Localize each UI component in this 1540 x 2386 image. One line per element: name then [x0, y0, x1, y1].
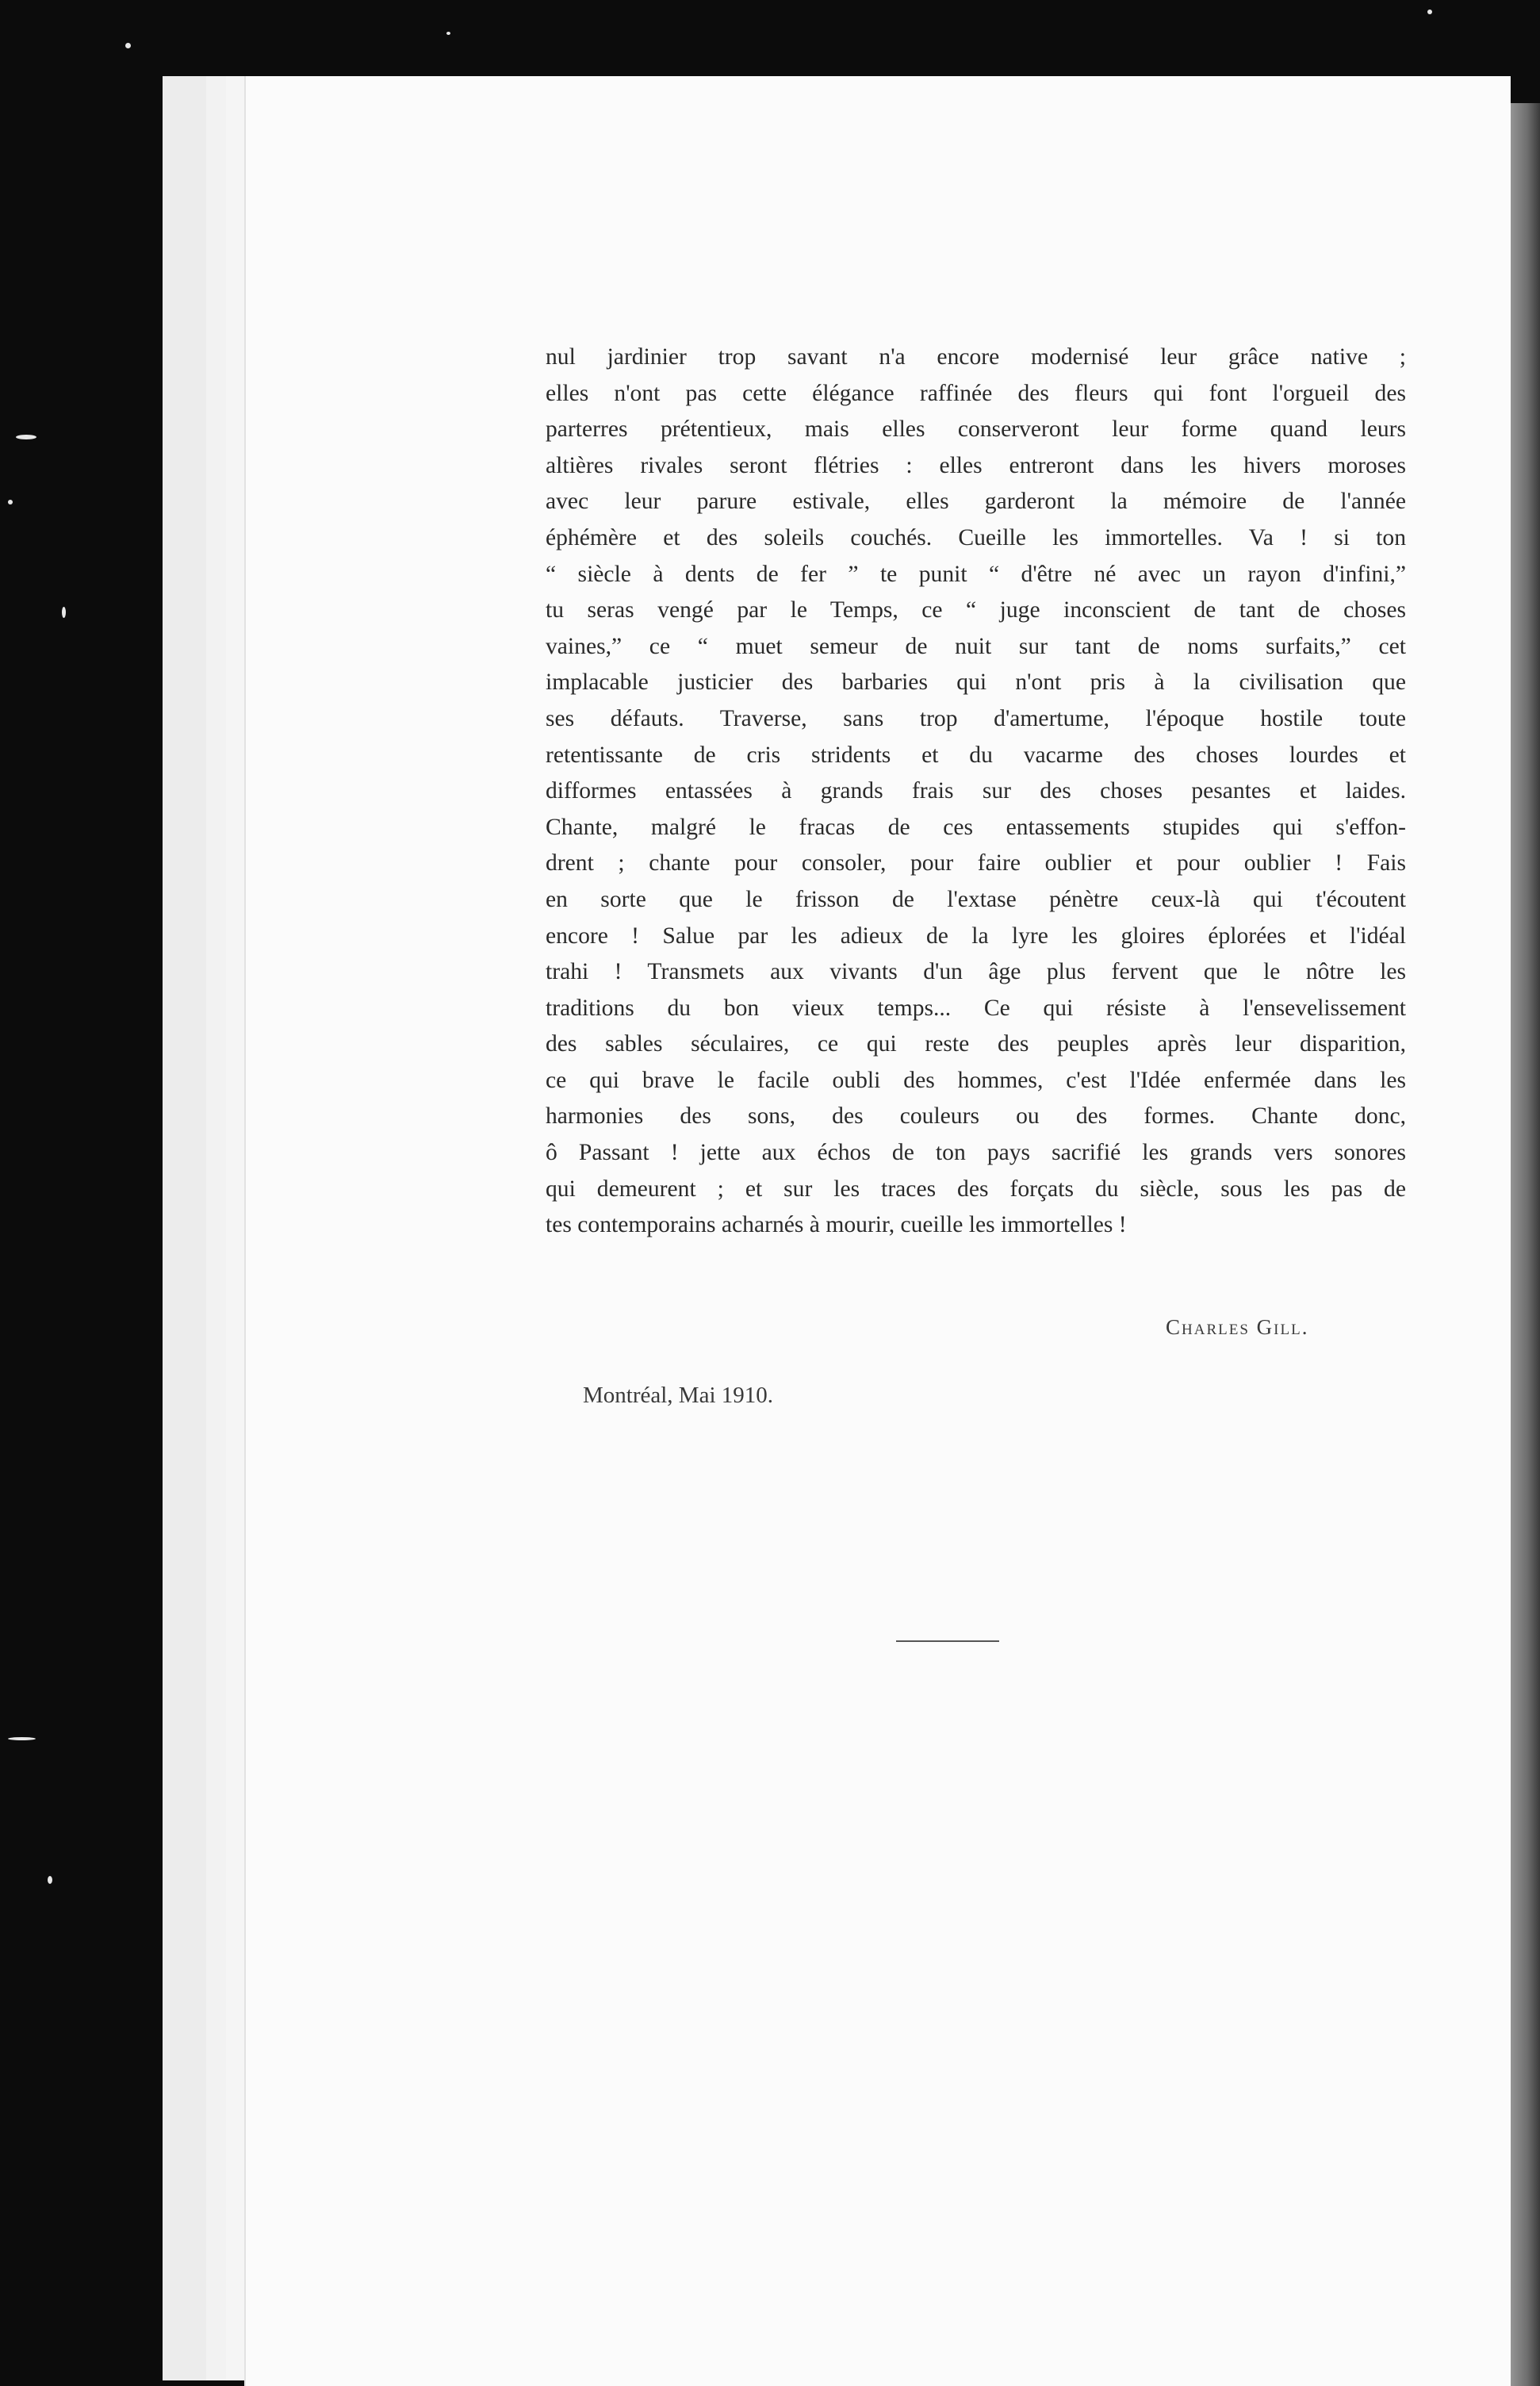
text-line: parterres prétentieux, mais elles conserveront leur forme quand leurs — [546, 416, 1406, 443]
text-line: qui demeurent ; et sur les traces des forçats du siècle, sous les pas de — [546, 1176, 1406, 1202]
text-line: altières rivales seront flétries : elles entreront dans les hivers moroses — [546, 452, 1406, 478]
text-line: tu seras vengé par le Temps, ce “ juge inconscient de tant de choses — [546, 597, 1406, 623]
dust-speck — [446, 32, 450, 35]
text-line: des sables séculaires, ce qui reste des peuples après leur disparition, — [546, 1031, 1406, 1057]
text-line: trahi ! Transmets aux vivants d'un âge plus fervent que le nôtre les — [546, 959, 1406, 985]
text-line: avec leur parure estivale, elles garderont la mémoire de l'année — [546, 489, 1406, 515]
text-line: vaines,” ce “ muet semeur de nuit sur tant de noms surfaits,” cet — [546, 633, 1406, 659]
text-line: “ siècle à dents de fer ” te punit “ d'être né avec un rayon d'infini,” — [546, 561, 1406, 587]
text-line: en sorte que le frisson de l'extase pénètre ceux-là qui t'écoutent — [546, 886, 1406, 912]
text-line: implacable justicier des barbaries qui n'ont pris à la civilisation que — [546, 669, 1406, 696]
text-line: elles n'ont pas cette élégance raffinée des fleurs qui font l'orgueil des — [546, 380, 1406, 406]
page-edge — [206, 76, 227, 2380]
end-rule — [896, 1640, 999, 1642]
text-line: nul jardinier trop savant n'a encore modernisé leur grâce native ; — [546, 344, 1406, 370]
dust-speck — [8, 1737, 36, 1740]
page-edge — [226, 76, 247, 2380]
text-line: encore ! Salue par les adieux de la lyre les gloires éplorées et l'idéal — [546, 923, 1406, 949]
dust-speck — [125, 43, 131, 48]
dust-speck — [62, 607, 66, 618]
text-line: traditions du bon vieux temps... Ce qui résiste à l'ensevelissement — [546, 995, 1406, 1021]
text-line: tes contemporains acharnés à mourir, cueille les immortelles ! — [546, 1212, 1127, 1238]
text-line: difformes entassées à grands frais sur des choses pesantes et laides. — [546, 778, 1406, 804]
binding-shadow — [1508, 103, 1540, 2386]
text-line: ses défauts. Traverse, sans trop d'amertume, l'époque hostile toute — [546, 705, 1406, 731]
body-paragraph — [546, 339, 1406, 1244]
text-line: Chante, malgré le fracas de ces entassements stupides qui s'effon- — [546, 814, 1406, 840]
text-line: drent ; chante pour consoler, pour faire oublier et pour oublier ! Fais — [546, 850, 1406, 877]
text-line: ô Passant ! jette aux échos de ton pays sacrifié les grands vers sonores — [546, 1140, 1406, 1166]
text-line: retentissante de cris stridents et du vacarme des choses lourdes et — [546, 742, 1406, 768]
dateline: Montréal, Mai 1910. — [583, 1383, 774, 1408]
book-page — [246, 76, 1511, 2386]
dust-speck — [16, 435, 36, 439]
dust-speck — [48, 1876, 52, 1884]
dust-speck — [1427, 10, 1432, 14]
dust-speck — [8, 500, 13, 504]
author-signature: Charles Gill. — [1166, 1315, 1309, 1339]
text-line: harmonies des sons, des couleurs ou des formes. Chante donc, — [546, 1103, 1406, 1130]
text-line: ce qui brave le facile oubli des hommes, c'est l'Idée enfermée dans les — [546, 1067, 1406, 1093]
text-line: éphémère et des soleils couchés. Cueille les immortelles. Va ! si ton — [546, 524, 1406, 550]
page-edge — [163, 76, 207, 2380]
